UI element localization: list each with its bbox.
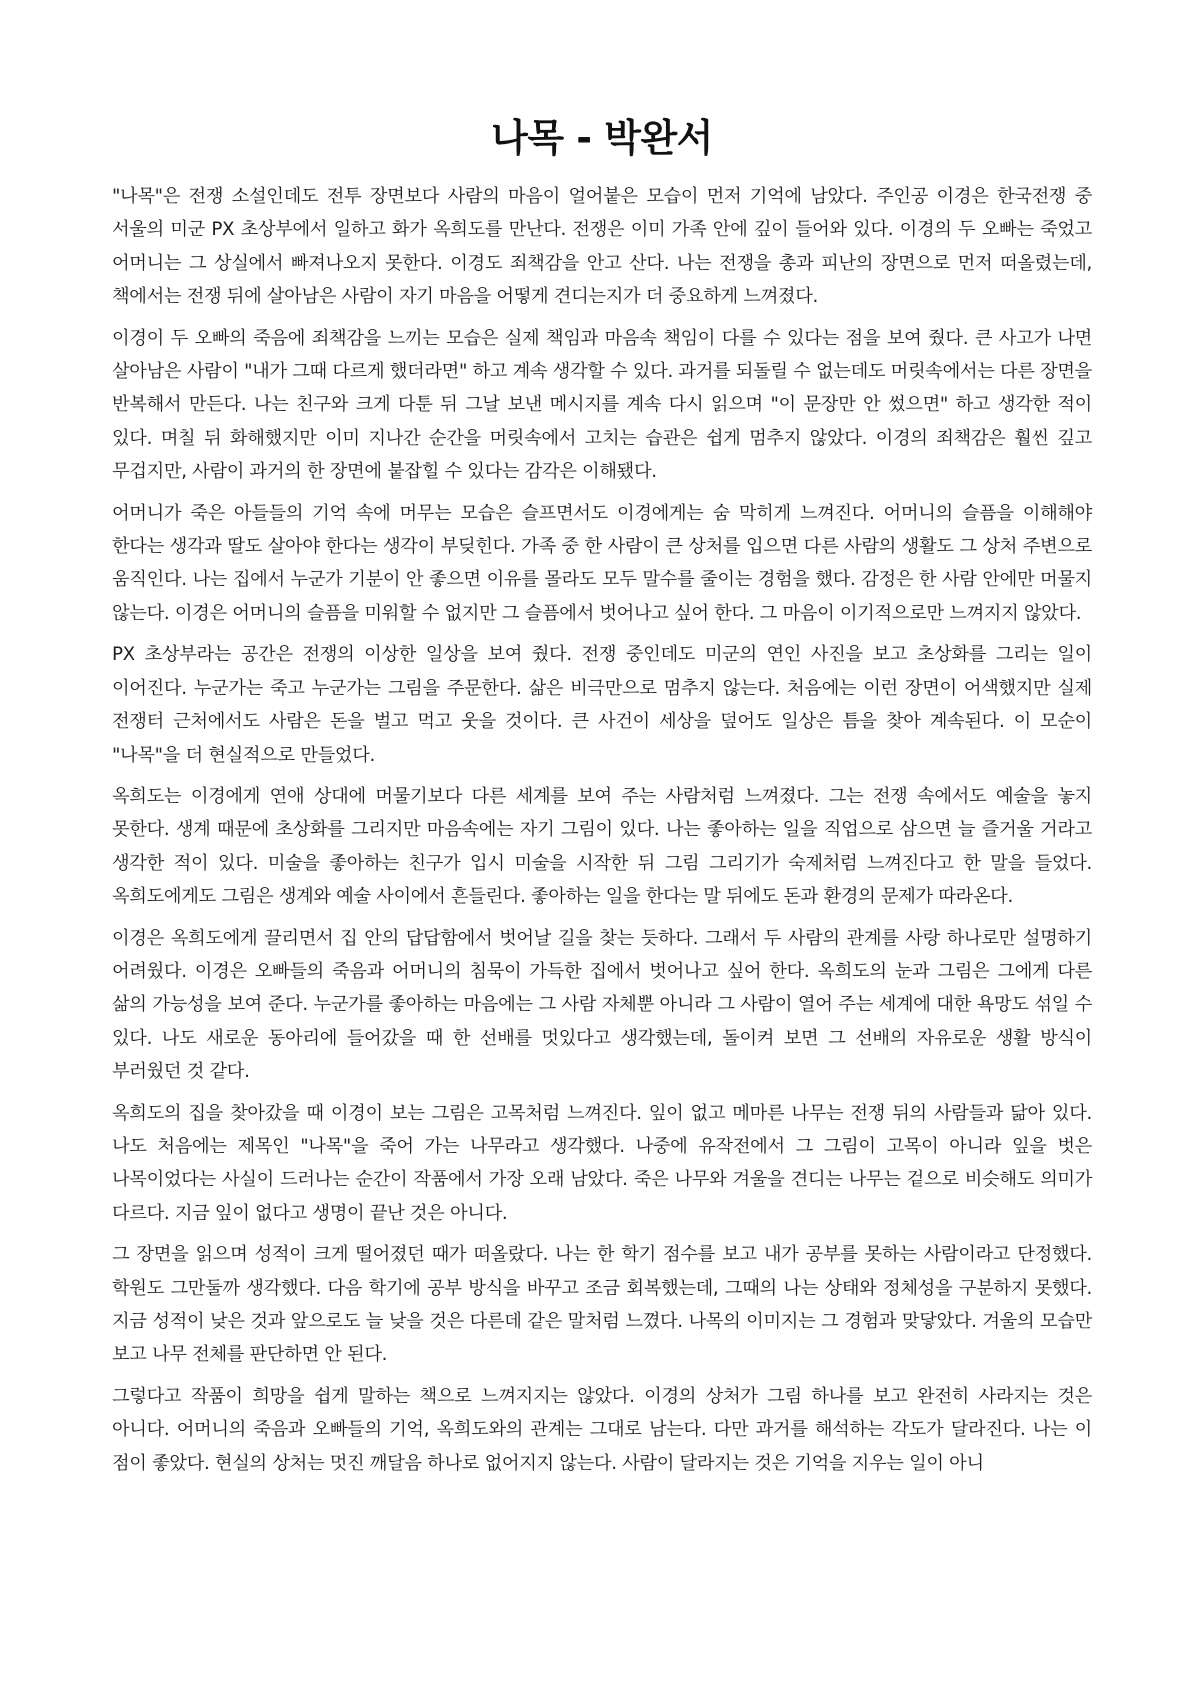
body-paragraph-7: 옥희도의 집을 찾아갔을 때 이경이 보는 그림은 고목처럼 느껴진다. 잎이 없고 메마른 나무는 전쟁 뒤의 사람들과 닮아 있다. 나도 처음에는 제목인 "나목"을 죽어 가는 나무라고 생각했다. 나중에 유작전에서 그 그림이 고목이 아니라 잎을 벗은 나목이었다는 사실이 드러나는 순간이 작품에서 가장 오래 남았다. 죽은 나무와 겨울을 견디는 나무는 겉으로 비슷해도 의미가 다르다. 지금 잎이 없다고 생명이 끝난 것은 아니다.: [112, 1102, 1092, 1224]
body-paragraph-3: 어머니가 죽은 아들들의 기억 속에 머무는 모습은 슬프면서도 이경에게는 숨 막히게 느껴진다. 어머니의 슬픔을 이해해야 한다는 생각과 딸도 살아야 한다는 생각이 부딪힌다. 가족 중 한 사람이 큰 상처를 입으면 다른 사람의 생활도 그 상처 주변으로 움직인다. 나는 집에서 누군가 기분이 안 좋으면 이유를 몰라도 모두 말수를 줄이는 경험을 했다. 감정은 한 사람 안에만 머물지 않는다. 이경은 어머니의 슬픔을 미워할 수 없지만 그 슬픔에서 벗어나고 싶어 한다. 그 마음이 이기적으로만 느껴지지 않았다.: [112, 502, 1092, 624]
body-paragraph-5: 옥희도는 이경에게 연애 상대에 머물기보다 다른 세계를 보여 주는 사람처럼 느껴졌다. 그는 전쟁 속에서도 예술을 놓지 못한다. 생계 때문에 초상화를 그리지만 마음속에는 자기 그림이 있다. 나는 좋아하는 일을 직업으로 삼으면 늘 즐거울 거라고 생각한 적이 있다. 미술을 좋아하는 친구가 입시 미술을 시작한 뒤 그림 그리기가 숙제처럼 느껴진다고 한 말을 들었다. 옥희도에게도 그림은 생계와 예술 사이에서 흔들린다. 좋아하는 일을 한다는 말 뒤에도 돈과 환경의 문제가 따라온다.: [112, 785, 1092, 908]
body-paragraph-6: 이경은 옥희도에게 끌리면서 집 안의 답답함에서 벗어날 길을 찾는 듯하다. 그래서 두 사람의 관계를 사랑 하나로만 설명하기 어려웠다. 이경은 오빠들의 죽음과 어머니의 침묵이 가득한 집에서 벗어나고 싶어 한다. 옥희도의 눈과 그림은 그에게 다른 삶의 가능성을 보여 준다. 누군가를 좋아하는 마음에는 그 사람 자체뿐 아니라 그 사람이 열어 주는 세계에 대한 욕망도 섞일 수 있다. 나도 새로운 동아리에 들어갔을 때 한 선배를 멋있다고 생각했는데, 돌이켜 보면 그 선배의 자유로운 생활 방식이 부러웠던 것 같다.: [112, 927, 1092, 1083]
body-paragraph-8: 그 장면을 읽으며 성적이 크게 떨어졌던 때가 떠올랐다. 나는 한 학기 점수를 보고 내가 공부를 못하는 사람이라고 단정했다. 학원도 그만둘까 생각했다. 다음 학기에 공부 방식을 바꾸고 조금 회복했는데, 그때의 나는 상태와 정체성을 구분하지 못했다. 지금 성적이 낮은 것과 앞으로도 늘 낮을 것은 다른데 같은 말처럼 느꼈다. 나목의 이미지는 그 경험과 맞닿았다. 겨울의 모습만 보고 나무 전체를 판단하면 안 된다.: [112, 1244, 1092, 1366]
body-paragraph-9: 그렇다고 작품이 희망을 쉽게 말하는 책으로 느껴지지는 않았다. 이경의 상처가 그림 하나를 보고 완전히 사라지는 것은 아니다. 어머니의 죽음과 오빠들의 기억, 옥희도와의 관계는 그대로 남는다. 다만 과거를 해석하는 각도가 달라진다. 나는 이 점이 좋았다. 현실의 상처는 멋진 깨달음 하나로 없어지지 않는다. 사람이 달라지는 것은 기억을 지우는 일이 아니: [112, 1385, 1092, 1474]
body-paragraph-2: 이경이 두 오빠의 죽음에 죄책감을 느끼는 모습은 실제 책임과 마음속 책임이 다를 수 있다는 점을 보여 줬다. 큰 사고가 나면 살아남은 사람이 "내가 그때 다르게 했더라면" 하고 계속 생각할 수 있다. 과거를 되돌릴 수 없는데도 머릿속에서는 다른 장면을 반복해서 만든다. 나는 친구와 크게 다툰 뒤 그날 보낸 메시지를 계속 다시 읽으며 "이 문장만 안 썼으면" 하고 생각한 적이 있다. 며칠 뒤 화해했지만 이미 지나간 순간을 머릿속에서 고치는 습관은 쉽게 멈추지 않았다. 이경의 죄책감은 훨씬 깊고 무겁지만, 사람이 과거의 한 장면에 붙잡힐 수 있다는 감각은 이해됐다.: [112, 327, 1092, 483]
body-paragraph-1: "나목"은 전쟁 소설인데도 전투 장면보다 사람의 마음이 얼어붙은 모습이 먼저 기억에 남았다. 주인공 이경은 한국전쟁 중 서울의 미군 PX 초상부에서 일하고 화가 옥희도를 만난다. 전쟁은 이미 가족 안에 깊이 들어와 있다. 이경의 두 오빠는 죽었고 어머니는 그 상실에서 빠져나오지 못한다. 이경도 죄책감을 안고 산다. 나는 전쟁을 총과 피난의 장면으로 먼저 떠올렸는데, 책에서는 전쟁 뒤에 살아남은 사람이 자기 마음을 어떻게 견디는지가 더 중요하게 느껴졌다.: [112, 186, 1092, 308]
body-paragraph-4: PX 초상부라는 공간은 전쟁의 이상한 일상을 보여 줬다. 전쟁 중인데도 미군의 연인 사진을 보고 초상화를 그리는 일이 이어진다. 누군가는 죽고 누군가는 그림을 주문한다. 삶은 비극만으로 멈추지 않는다. 처음에는 이런 장면이 어색했지만 실제 전쟁터 근처에서도 사람은 돈을 벌고 먹고 웃을 것이다. 큰 사건이 세상을 덮어도 일상은 틈을 찾아 계속된다. 이 모순이 "나목"을 더 현실적으로 만들었다.: [112, 644, 1092, 766]
page-title: 나목 - 박완서: [491, 116, 713, 160]
